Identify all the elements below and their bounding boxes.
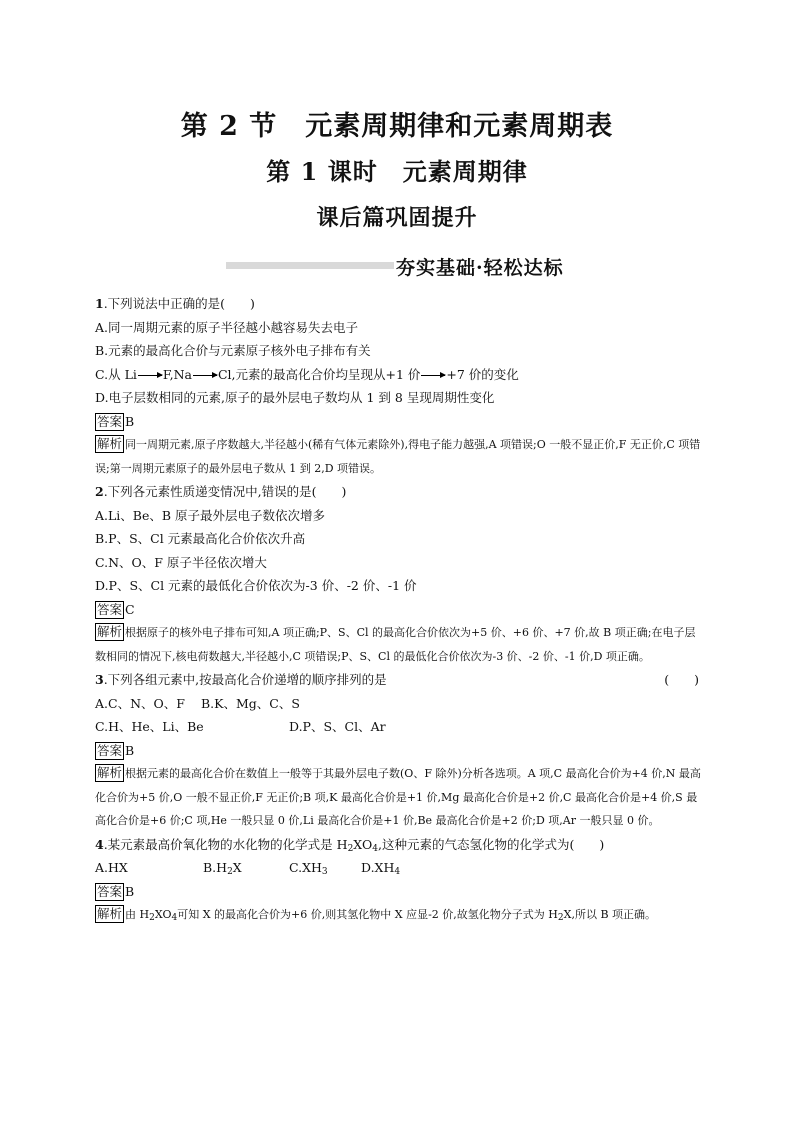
question-3-answer: 答案 B	[97, 742, 135, 758]
question-3-analysis: 解析 根据元素的最高化合价在数值上一般等于其最外层电子数(O、F 除外)分析各选项。A 项,C 最高化合价为+4 价,N 最高化合价为+5 价,O 一般不显正价,F 无正价;B 项,K 最高化合价是+1 价,Mg 最高化合价是+2 价,C 最高化合价是+4 价,S 最高化合价是+6 价;C 项,He 一般只显 0 价,Li 最高化合价是+1 价,Be 最高化合价是+2 价;D 项,Ar 一般只显 0 价。	[95, 765, 701, 827]
arrow-icon	[421, 375, 445, 376]
question-list	[95, 292, 705, 927]
question-1-stem: 1.下列说法中正确的是( )	[95, 296, 255, 311]
question-1-answer: 答案 B	[97, 413, 135, 429]
answer-label: 答案	[97, 883, 123, 899]
question-2-option-b: B.P、S、Cl 元素最高化合价依次升高	[95, 531, 306, 546]
question-2-option-c: C.N、O、F 原子半径依次增大	[95, 554, 267, 570]
question-1-analysis: 解析 同一周期元素,原子序数越大,半径越小(稀有气体元素除外),得电子能力越强,A 项错误;O 一般不显正价,F 无正价,C 项错误;第一周期元素原子的最外层电子数从 1 到 2,D 项错误。	[95, 436, 701, 475]
question-4-analysis: 解析 由 $H_2XO_4$可知 X 的最高化合价为+6 价,则其氢化物中 X 应显-2 价,故氢化物分子式为 $H_2X$,所以 B 项正确。	[97, 906, 657, 923]
chapter-title: 第 2 节 元素周期律和元素周期表	[180, 111, 614, 142]
question-3-options-ab: A.C、N、O、F B.K、Mg、C、S	[95, 695, 300, 711]
question-4-options: A.HX $B.H_2X$ $C.XH_3$ $D.XH_4$	[95, 860, 401, 877]
question-1-option-b: B.元素的最高化合价与元素原子核外电子排布有关	[95, 343, 371, 358]
arrow-icon	[138, 375, 162, 376]
question-2-answer: 答案 C	[97, 601, 135, 617]
arrow-icon	[193, 375, 217, 376]
question-2-analysis: 解析 根据原子的核外电子排布可知,A 项正确;P、S、Cl 的最高化合价依次为+5 价、+6 价、+7 价,故 B 项正确;在电子层数相同的情况下,核电荷数越大,半径越小,C 项错误;P、S、Cl 的最低化合价依次为-3 价、-2 价、-1 价,D 项正确。	[95, 624, 696, 663]
lesson-title: 第 1 课时 元素周期律	[266, 157, 528, 186]
question-2-option-d: D.P、S、Cl 元素的最低化合价依次为-3 价、-2 价、-1 价	[95, 578, 417, 593]
analysis-label: 解析	[97, 765, 123, 780]
analysis-label: 解析	[97, 624, 123, 639]
analysis-label: 解析	[97, 906, 123, 921]
answer-label: 答案	[97, 601, 123, 617]
answer-label: 答案	[97, 413, 123, 429]
question-4-stem: 4.某元素最高价氧化物的水化物的化学式是 $H_2XO_4$,这种元素的气态氢化物的化学式为( )	[95, 836, 605, 854]
question-2-option-a: A.Li、Be、B 原子最外层电子数依次增多	[95, 507, 326, 523]
section-divider-bar	[226, 262, 394, 269]
section-title: 课后篇巩固提升	[316, 205, 478, 231]
question-1-option-d: D.电子层数相同的元素,原子的最外层电子数均从 1 到 8 呈现周期性变化	[95, 390, 495, 405]
answer-label: 答案	[97, 742, 123, 758]
question-4-answer: 答案 B	[97, 883, 135, 899]
question-1-option-a: A.同一周期元素的原子半径越小越容易失去电子	[95, 319, 359, 335]
question-1-option-c: C.从 Li F,Na Cl,元素的最高化合价均呈现从+1 价 +7 价的变化	[95, 366, 519, 382]
question-2-stem: 2.下列各元素性质递变情况中,错误的是( )	[95, 484, 347, 499]
question-3-options-cd: C.H、He、Li、Be D.P、S、Cl、Ar	[95, 719, 386, 734]
question-3-stem: 3.下列各组元素中,按最高化合价递增的顺序排列的是 ( )	[95, 672, 699, 687]
analysis-label: 解析	[97, 436, 123, 451]
subsection-title: 夯实基础·轻松达标	[396, 257, 564, 279]
